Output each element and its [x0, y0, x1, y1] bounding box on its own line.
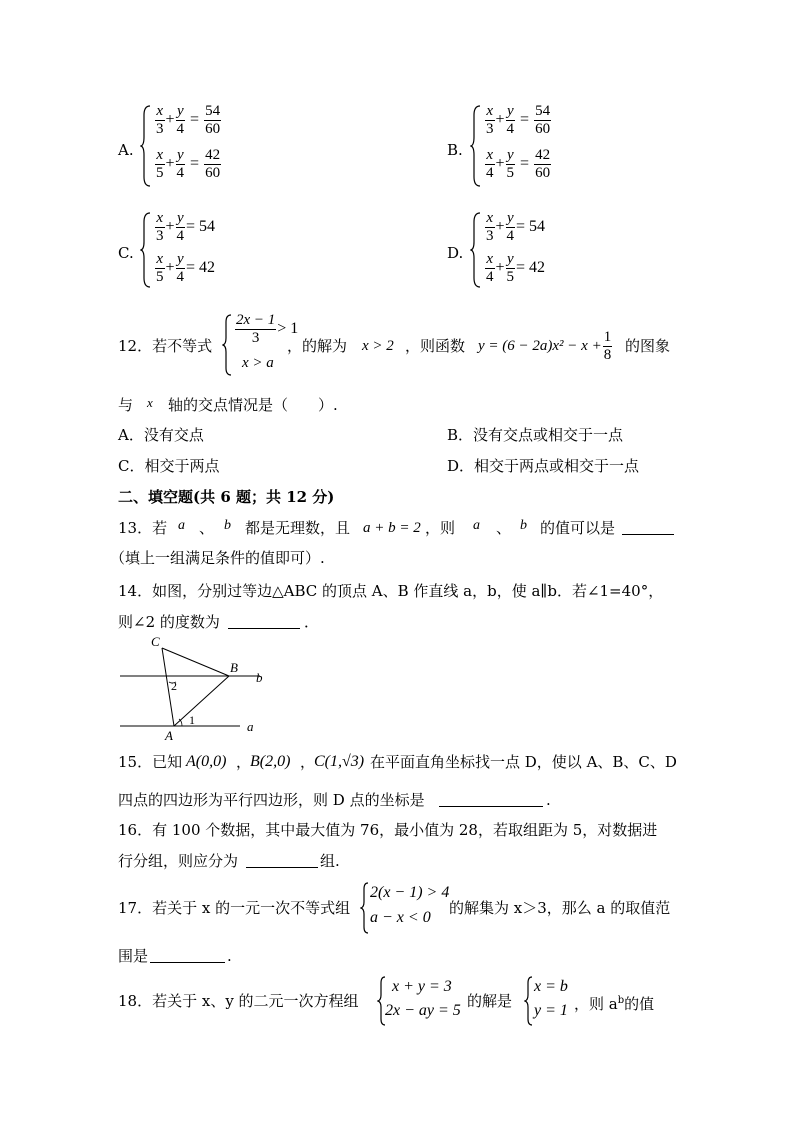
q17-inequality-system: [360, 880, 450, 936]
brace-icon: [222, 314, 233, 376]
brace-icon: [140, 105, 152, 187]
q17-inequality-1: 2(x − 1) > 4: [370, 884, 450, 901]
q15-comma-2: ，: [300, 753, 316, 771]
q14-line1: 14．如图，分别过等边△ABC 的顶点 A、B 作直线 a，b，使 a∥b．若∠1=40°，: [118, 582, 664, 600]
q12-prefix: 12．若不等式: [118, 337, 213, 355]
option-c-equation-1: $\frac{x}{3}$ + $\frac{y}{4}$ = 54: [156, 210, 216, 244]
q18-text-mid: 的解是: [467, 992, 513, 1010]
option-b-equation-1: $\frac{x}{3}$ + $\frac{y}{4}$ = $\frac{54}{60}$: [486, 103, 551, 137]
q13-text-3: ，则: [425, 519, 456, 537]
q13-var-b: b: [224, 518, 231, 533]
option-a-system: [140, 103, 240, 189]
brace-icon: [360, 882, 370, 934]
option-c-system: [140, 210, 240, 290]
angle-2-label: 2: [171, 679, 177, 693]
option-b-label: B.: [447, 141, 463, 159]
q15-point-c: C(1,√3): [314, 753, 365, 770]
angle-1-arc: [179, 719, 182, 726]
q14-triangle-figure: [110, 632, 270, 744]
q13-equation: a + b = 2: [363, 520, 421, 536]
brace-icon: [470, 212, 482, 288]
option-a-equation-2: $\frac{x}{5}$ + $\frac{y}{4}$ = $\frac{42}{60}$: [156, 147, 221, 181]
q12-text-mid1: ，的解为: [287, 337, 348, 355]
q12-option-c: C．相交于两点: [118, 457, 220, 475]
q12-text-mid2: ，则函数: [405, 337, 466, 355]
vertex-c-label: C: [151, 634, 160, 649]
q12-line2-text: 轴的交点情况是（ ）.: [168, 396, 338, 414]
q14-answer-blank[interactable]: [228, 612, 300, 629]
q13-var-a: a: [178, 518, 185, 533]
line-b-label: b: [256, 670, 263, 685]
q12-option-b: B．没有交点或相交于一点: [447, 426, 624, 444]
q17-answer-blank[interactable]: [150, 946, 225, 963]
q12-inequality-1: $\frac{2x - 1}{3}$ > 1: [236, 312, 299, 346]
q13-separator-2: 、: [496, 519, 512, 537]
brace-icon: [524, 976, 534, 1026]
section-heading: 二、填空题(共 6 题；共 12 分): [118, 488, 335, 506]
q18-equation-2: 2x − ay = 5: [385, 1002, 461, 1019]
q12-line2-prefix: 与: [118, 396, 134, 414]
q14-line2-suffix: ．: [304, 613, 320, 631]
q18-equation-system: [377, 974, 467, 1028]
q15-line2-suffix: .: [546, 791, 551, 809]
option-d-equation-2: $\frac{x}{4}$ + $\frac{y}{5}$ = 42: [486, 251, 546, 285]
option-a-equation-1: $\frac{x}{3}$ + $\frac{y}{4}$ = $\frac{54}{60}$: [156, 103, 221, 137]
vertex-a-label: A: [165, 728, 173, 743]
q17-prefix: 17．若关于 x 的一元一次不等式组: [118, 899, 351, 917]
option-d-label: D.: [447, 244, 464, 262]
q12-option-a: A．没有交点: [118, 426, 204, 444]
option-c-label: C.: [118, 244, 134, 262]
line-a-label: a: [247, 719, 254, 734]
q12-suffix: 的图象: [625, 337, 671, 355]
q15-comma-1: ，: [236, 753, 252, 771]
option-d-equation-1: $\frac{x}{3}$ + $\frac{y}{4}$ = 54: [486, 210, 546, 244]
option-c-equation-2: $\frac{x}{5}$ + $\frac{y}{4}$ = 42: [156, 251, 216, 285]
q12-line2-var: x: [147, 395, 153, 410]
q17-inequality-2: a − x < 0: [370, 909, 431, 926]
angle-1-label: 1: [189, 713, 195, 727]
q15-point-b: B(2,0): [250, 753, 291, 770]
side-ab: [174, 676, 229, 726]
brace-icon: [470, 105, 482, 187]
q13-text-4: 的值可以是: [540, 519, 616, 537]
q17-line2-prefix: 围是: [118, 947, 149, 965]
side-cb: [162, 648, 229, 676]
q15-answer-blank[interactable]: [439, 790, 543, 807]
q12-function: y = (6 − 2a)x² − x + $\frac{1}{8}$: [478, 329, 612, 364]
option-a-label: A.: [118, 141, 134, 159]
q13-text-2: 都是无理数，且: [245, 519, 351, 537]
option-d-system: [470, 210, 570, 290]
q16-line2-suffix: 组.: [320, 852, 340, 870]
q13-var-a-2: a: [473, 518, 480, 533]
q16-line2-prefix: 行分组，则应分为: [118, 852, 239, 870]
q18-text-post: ，则 $a^b$的值: [574, 995, 655, 1013]
q15-prefix: 15．已知: [118, 753, 183, 771]
q18-prefix: 18．若关于 x、y 的二元一次方程组: [118, 992, 359, 1010]
q13-separator: 、: [199, 519, 215, 537]
q16-answer-blank[interactable]: [246, 851, 318, 868]
q12-inequality-2: x > a: [242, 355, 274, 371]
option-b-equation-2: $\frac{x}{4}$ + $\frac{y}{5}$ = $\frac{42}{60}$: [486, 147, 551, 181]
q17-line2-suffix: .: [227, 947, 232, 965]
vertex-b-label: B: [230, 660, 238, 675]
option-b-system: [470, 103, 570, 189]
q12-option-d: D．相交于两点或相交于一点: [447, 457, 640, 475]
brace-icon: [140, 212, 152, 288]
q15-line2-prefix: 四点的四边形为平行四边形，则 D 点的坐标是: [118, 791, 425, 809]
q18-equation-1: x + y = 3: [392, 978, 452, 995]
q13-var-b-2: b: [520, 518, 527, 533]
q18-solution-2: y = 1: [534, 1002, 568, 1019]
q15-text-1: 在平面直角坐标找一点 D，使以 A、B、C、D: [370, 753, 677, 771]
q18-solution-1: x = b: [534, 978, 568, 995]
q13-answer-blank[interactable]: [622, 518, 674, 535]
q14-line2-prefix: 则∠2 的度数为: [118, 613, 220, 631]
q13-line2: （填上一组满足条件的值即可）.: [110, 549, 325, 567]
q12-solution: x > 2: [362, 338, 394, 354]
q15-point-a: A(0,0): [186, 753, 227, 770]
q17-text-post: 的解集为 x＞3，那么 a 的取值范: [449, 899, 671, 917]
q16-line1: 16．有 100 个数据，其中最大值为 76，最小值为 28，若取组距为 5，对数据进: [118, 821, 658, 839]
q13-text-1: 13．若: [118, 519, 168, 537]
